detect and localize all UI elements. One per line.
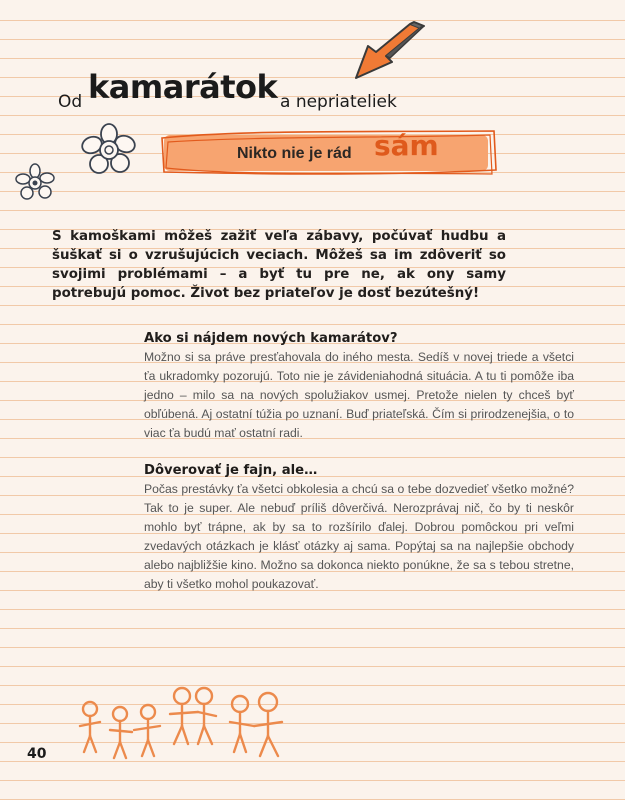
intro-paragraph: S kamoškami môžeš zažiť veľa zábavy, počúvať hudbu a šuškať si o vzrušujúcich veciach. Môžeš sa im zdôveriť so svojimi problémami – a byť tu pre ne, ak ony samy potrebujú pomoc. Život bez priateľov je dosť bezútešný! (52, 229, 506, 302)
section-body: Počas prestávky ťa všetci obkolesia a chcú sa o tebe dozvedieť všetko možné? Tak to je super. Ale nebuď príliš dôverčivá. Nerozprávaj nič, čo by ti neskôr mohlo byť trápne, ak by sa to rozšírilo ďalej. Dobrou pomôckou pri veľmi zvedavých otázkach je klásť otázky aj sama. Popýtaj sa na najlepšie obchody alebo najbližšie kino. Možno sa dokonca niekto ponúkne, že sa s tebou stretne, aby ti všetko mohol poukazovať. (144, 482, 574, 591)
stick-figures-illustration (74, 682, 294, 764)
section-heading: Dôverovať je fajn, ale… (144, 463, 318, 478)
title-suffix: a nepriateliek (280, 92, 397, 112)
flower-icon (14, 163, 56, 203)
subtitle-banner (160, 126, 498, 178)
section-body: Možno si sa práve presťahovala do iného mesta. Sedíš v novej triede a všetci ťa ukradomky pozorujú. Toto nie je závideniahodná situácia. A tu ti pomôže iba jedno – milo sa na nových spolužiakov usmej. Pretože nielen ty chceš byť obľúbená. Aj ostatní túžia po uznaní. Buď priateľská. Čím si prirodzenejšia, o to viac ťa budú mať ostatní radi. (144, 350, 574, 440)
arrow-icon (346, 20, 426, 86)
section-trust (144, 461, 574, 594)
flower-icon (80, 122, 138, 178)
page-number: 40 (27, 746, 47, 762)
section-heading: Ako si nájdem nových kamarátov? (144, 331, 398, 346)
title-highlight: kamarátok (88, 68, 278, 106)
section-new-friends (144, 329, 574, 443)
title-prefix: Od (58, 92, 83, 112)
subtitle-highlight: sám (374, 129, 439, 162)
subtitle-text: Nikto nie je rád (237, 145, 352, 162)
